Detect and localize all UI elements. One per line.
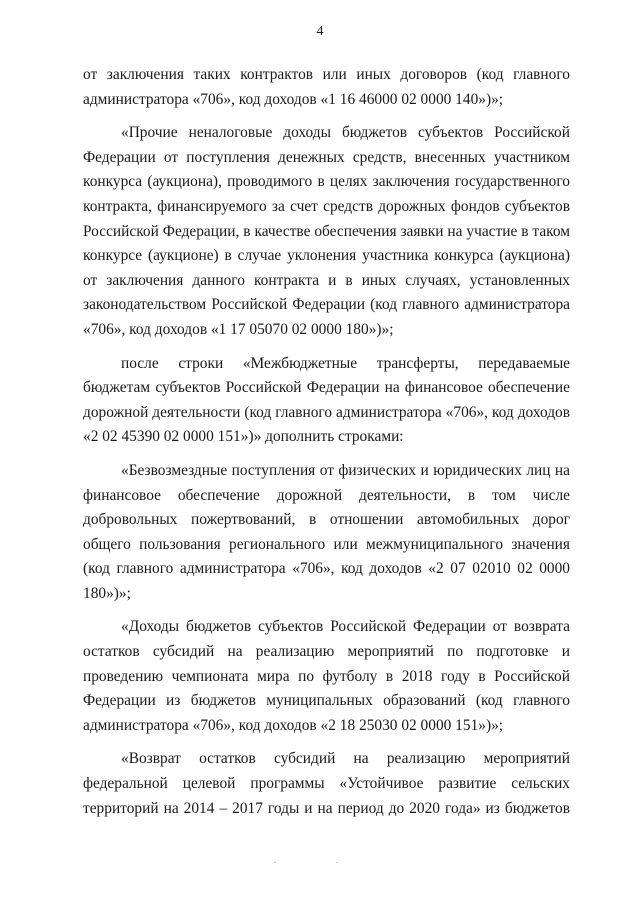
- paragraph-after-transfers-line: после строки «Межбюджетные трансферты, передаваемые бюджетам субъектов Российской Федерации на финансовое обеспечение дорожной деятельности (код главного администратора «706», код доходов «2 02 45390 02 0000 151»)» дополнить строками:: [83, 354, 570, 446]
- scan-artifact: · ·: [273, 858, 367, 869]
- paragraph-subsidy-return-football: «Доходы бюджетов субъектов Российской Федерации от возврата остатков субсидий на реализацию мероприятий по подготовке и проведению чемпионата мира по футболу в 2018 году в Российской Федерации из бюджетов муниципальных образований (код главного администратора «706», код доходов «2 18 25030 02 0000 151»)»;: [83, 618, 570, 734]
- document-body: [83, 63, 570, 830]
- paragraph-donations: «Безвозмездные поступления от физических и юридических лиц на финансовое обеспечение дорожной деятельности, в том числе добровольных пожертвований, в отношении автомобильных дорог общего пользования регионального или межмуниципального значения (код главного администратора «706», код доходов «2 07 02010 02 0000 180»)»;: [83, 461, 570, 602]
- paragraph-subsidy-return-rural: «Возврат остатков субсидий на реализацию мероприятий федеральной целевой программы «Устойчивое развитие сельских территорий на 2014 – 2017 годы и на период до 2020 года» из бюджетов: [83, 750, 570, 817]
- page-number: 4: [316, 24, 324, 39]
- paragraph-nontax-revenue: «Прочие неналоговые доходы бюджетов субъектов Российской Федерации от поступления денежных средств, внесенных участником конкурса (аукциона), проводимого в целях заключения государственного контракта, финансируемого за счет средств дорожных фондов субъектов Российской Федерации, в качестве обеспечения заявки на участие в таком конкурсе (аукционе) в случае уклонения участника конкурса (аукциона) от заключения данного контракта и в иных случаях, установленных законодательством Российской Федерации (код главного администратора «706», код доходов «1 17 05070 02 0000 180»)»;: [83, 124, 570, 338]
- paragraph-continuation: от заключения таких контрактов или иных договоров (код главного администратора «706», код доходов «1 16 46000 02 0000 140»)»;: [83, 66, 570, 108]
